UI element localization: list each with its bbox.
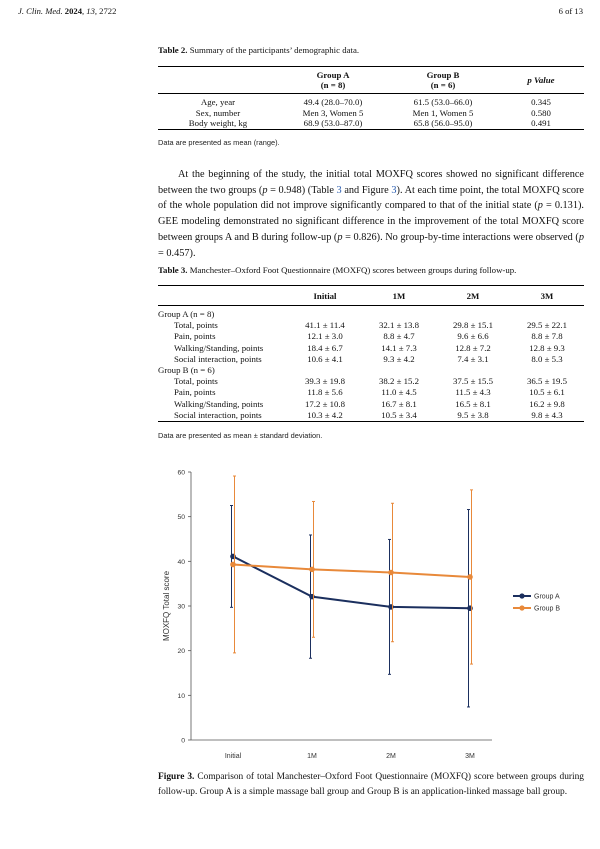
table-row (158, 376, 584, 387)
table3-header-2m: 2M (436, 286, 510, 306)
cell: 49.4 (28.0–70.0) (303, 97, 363, 107)
table3-header-3m: 3M (510, 286, 584, 306)
table2-caption (158, 45, 359, 55)
cell: 12.8 ± 7.2 (455, 342, 491, 353)
series-group (230, 476, 473, 707)
table2-header-blank (158, 67, 278, 94)
row-label: Age, year (200, 97, 236, 107)
cell: 10.6 ± 4.1 (307, 353, 343, 364)
table2-header-group-a (278, 67, 388, 94)
figure3-caption-text: Comparison of total Manchester–Oxford Foot Questionnaire (MOXFQ) score between groups during follow-up. Group A is a simple massage ball group and Group B is an application-linked massage ball group. (158, 772, 584, 797)
data-point (309, 567, 315, 573)
demographics-table (158, 66, 584, 130)
cell: 11.0 ± 4.5 (381, 387, 417, 398)
table2-col-name: Group A (316, 70, 350, 80)
cell: Men 3, Women 5 (302, 107, 364, 118)
legend-swatch-marker (519, 593, 524, 598)
group-label: Group B (n = 6) (158, 365, 215, 376)
figure-link[interactable]: 3 (391, 184, 397, 196)
x-tick-group (225, 753, 475, 760)
cell: 11.8 ± 5.6 (307, 387, 343, 398)
table3-header-blank (158, 286, 288, 306)
cell: Men 1, Women 5 (412, 107, 474, 118)
moxfq-line-chart (158, 462, 584, 762)
article-number: 2722 (99, 6, 117, 16)
cell: 16.2 ± 9.8 (529, 398, 565, 409)
row-label: Pain, points (174, 331, 216, 342)
table2-header-group-b (388, 67, 498, 94)
journal-year: 2024 (64, 6, 82, 16)
figure3-label: Figure 3. (158, 772, 195, 782)
row-label: Body weight, kg (188, 118, 248, 128)
series-group-b (230, 476, 473, 664)
table-row (158, 354, 584, 365)
cell: 8.8 ± 4.7 (383, 331, 415, 342)
cell: 11.5 ± 4.3 (455, 387, 491, 398)
row-label: Social interaction, points (174, 353, 262, 364)
cell: 9.6 ± 6.6 (457, 331, 489, 342)
row-label: Walking/Standing, points (174, 398, 264, 409)
cell: 7.4 ± 3.1 (457, 353, 489, 364)
data-point (388, 570, 394, 576)
row-label: Sex, number (195, 107, 241, 118)
y-tick-group (177, 470, 191, 745)
cell: 12.8 ± 9.3 (529, 342, 565, 353)
table3-label: Table 3. (158, 265, 188, 275)
cell: 8.0 ± 5.3 (531, 353, 563, 364)
body-paragraph (158, 167, 584, 261)
table2-col-name: Group B (426, 70, 460, 80)
table-row (158, 108, 584, 119)
cell: 16.7 ± 8.1 (381, 398, 417, 409)
cell: 32.1 ± 13.8 (378, 320, 419, 331)
y-tick-label: 40 (177, 558, 185, 566)
journal-header: J. Clin. Med. 2024, 13, 2722 (18, 6, 117, 16)
legend-label: Group A (534, 593, 560, 601)
table2-col-n: (n = 8) (320, 80, 346, 90)
row-label: Social interaction, points (174, 409, 262, 420)
cell: 68.9 (53.0–87.0) (303, 118, 363, 128)
table-row (158, 94, 584, 108)
cell: 10.5 ± 6.1 (529, 387, 565, 398)
series-group-a (230, 506, 473, 707)
row-label: Total, points (174, 320, 218, 331)
page-number: 6 of 13 (558, 6, 583, 16)
cell: 38.2 ± 15.2 (378, 376, 419, 387)
cell: 9.5 ± 3.8 (457, 409, 489, 420)
cell: 29.8 ± 15.1 (452, 320, 493, 331)
table2-caption-text: Summary of the participants’ demographic data. (189, 45, 360, 55)
table-row (158, 343, 584, 354)
table-row (158, 118, 584, 129)
x-tick-label: Initial (224, 753, 242, 760)
figure3-caption (158, 770, 584, 799)
x-tick-label: 3M (465, 753, 475, 760)
y-axis-label: MOXFQ Total score (162, 570, 171, 642)
cell: 41.1 ± 11.4 (305, 320, 345, 331)
x-tick-label: 2M (386, 753, 396, 760)
y-tick-label: 50 (177, 514, 185, 522)
journal-name: J. Clin. Med. (18, 6, 63, 16)
legend-swatch-marker (519, 605, 524, 610)
cell: 17.2 ± 10.8 (304, 398, 345, 409)
y-tick-label: 20 (177, 648, 185, 656)
table2-note: Data are presented as mean (range). (158, 138, 280, 147)
row-label: Walking/Standing, points (174, 342, 264, 353)
table-row (158, 410, 584, 422)
cell: 12.1 ± 3.0 (307, 331, 343, 342)
cell: 29.5 ± 22.1 (526, 320, 567, 331)
cell: 0.345 (531, 97, 551, 107)
table3-caption (158, 265, 516, 275)
row-label: Pain, points (174, 387, 216, 398)
table-row (158, 331, 584, 342)
table3-header-initial: Initial (288, 286, 362, 306)
table3-note: Data are presented as mean ± standard deviation. (158, 431, 323, 440)
y-tick-label: 60 (177, 469, 185, 477)
table2-label: Table 2. (158, 45, 188, 55)
row-label: Total, points (174, 376, 218, 387)
cell: 39.3 ± 19.8 (304, 376, 345, 387)
table-row (158, 320, 584, 331)
y-tick-label: 0 (181, 737, 185, 745)
table2-col-name: p Value (527, 75, 555, 85)
chart-axes (191, 472, 492, 740)
legend-label: Group B (534, 605, 561, 613)
cell: 9.8 ± 4.3 (531, 409, 563, 420)
y-tick-label: 30 (177, 603, 185, 611)
x-tick-label: 1M (307, 753, 317, 760)
cell: 37.5 ± 15.5 (452, 376, 493, 387)
data-point (467, 574, 473, 580)
cell: 61.5 (53.0–66.0) (413, 97, 473, 107)
cell: 36.5 ± 19.5 (526, 376, 567, 387)
journal-volume: 13 (86, 6, 95, 16)
data-point (230, 562, 236, 568)
cell: 0.491 (531, 118, 551, 128)
group-row (158, 365, 584, 376)
chart-legend (513, 593, 560, 612)
cell: 14.1 ± 7.3 (381, 342, 417, 353)
table-link[interactable]: 3 (336, 184, 342, 196)
table2-header-p (498, 67, 584, 94)
cell: 0.580 (531, 107, 551, 118)
group-row (158, 306, 584, 321)
group-label: Group A (n = 8) (158, 309, 215, 319)
cell: 18.4 ± 6.7 (307, 342, 343, 353)
moxfq-table (158, 285, 584, 422)
table-row (158, 399, 584, 410)
table2-col-n: (n = 6) (430, 80, 456, 90)
cell: 10.3 ± 4.2 (307, 409, 343, 420)
cell: 16.5 ± 8.1 (455, 398, 491, 409)
cell: 65.8 (56.0–95.0) (413, 118, 473, 128)
cell: 9.3 ± 4.2 (383, 353, 415, 364)
table3-caption-text: Manchester–Oxford Foot Questionnaire (MOXFQ) scores between groups during follow-up. (189, 265, 517, 275)
table-row (158, 387, 584, 398)
cell: 10.5 ± 3.4 (381, 409, 417, 420)
y-tick-label: 10 (177, 692, 185, 700)
series-line (233, 556, 470, 608)
table3-header-1m: 1M (362, 286, 436, 306)
paragraph: At the beginning of the study, the initial total MOXFQ scores showed no significant difference between the two groups (p = 0.948) (Table 3 and Figure 3). At each time point, the total MOXFQ score of the whole population did not improve significantly compared to that of the initial state (p = 0.131). GEE modeling demonstrated no significant difference in the improvement of the total MOXFQ score between groups A and B during follow-up (p = 0.826). No group-by-time interactions were observed (p = 0.457). (158, 169, 584, 259)
cell: 8.8 ± 7.8 (531, 331, 563, 342)
